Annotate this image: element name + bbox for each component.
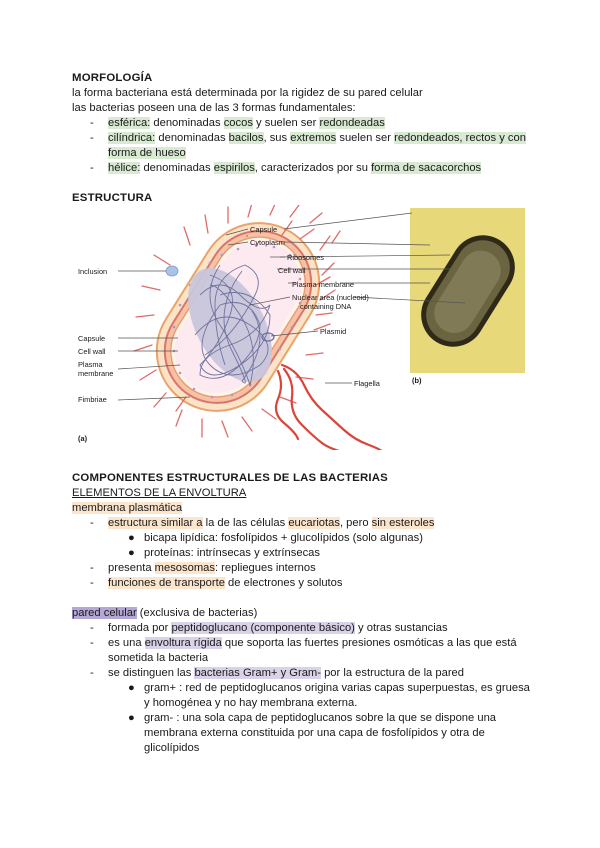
- label-nucleoid-line1: Nuclear area (nucleoid): [292, 293, 369, 302]
- list-item-cilindrica: cilíndrica: denominadas bacilos, sus extremos suelen ser redondeados, rectos y con: [108, 132, 526, 144]
- bullet-dash: -: [90, 132, 94, 144]
- flagella: [276, 365, 389, 450]
- paragraph-line: la forma bacteriana está determinada por la rigidez de su pared celular: [72, 87, 423, 99]
- label-capsule-right: Capsule: [250, 225, 278, 234]
- sublist-item-continuation: membrana externa constituida por una capa de fosfolípidos y otra de: [144, 727, 485, 739]
- inclusion-body: [166, 266, 178, 276]
- label-inclusion: Inclusion: [78, 267, 108, 276]
- figure-label-b: (b): [412, 376, 422, 385]
- sublist-item-continuation: y homogénea y no hay membrana externa.: [144, 697, 358, 709]
- list-item-pared-2: es una envoltura rígida que soporta las fuertes presiones osmóticas a las que está: [108, 637, 517, 649]
- section-title-membrana: membrana plasmática: [72, 502, 183, 514]
- list-item-membrana-1: estructura similar a la de las células eucariotas, pero sin esteroles: [108, 517, 435, 529]
- list-item-membrana-2: presenta mesosomas: repliegues internos: [108, 562, 316, 574]
- sublist-item-gram-positive: gram+ : red de peptidoglucanos origina varias capas superpuestas, es gruesa: [144, 682, 530, 694]
- sublist-item: proteínas: intrínsecas y extrínsecas: [144, 547, 320, 559]
- heading-componentes: COMPONENTES ESTRUCTURALES DE LAS BACTERIAS: [72, 472, 388, 484]
- bullet-dash: -: [90, 667, 94, 679]
- list-item-esferica: esférica: denominadas cocos y suelen ser redondeadas: [108, 117, 385, 129]
- bullet-dash: -: [90, 622, 94, 634]
- bullet-dash: -: [90, 117, 94, 129]
- bullet-dash: -: [90, 162, 94, 174]
- bullet-dot: ●: [128, 712, 135, 724]
- label-flagella: Flagella: [354, 379, 380, 388]
- label-cytoplasm: Cytoplasm: [250, 238, 285, 247]
- bullet-dot: ●: [128, 682, 135, 694]
- figure-label-a: (a): [78, 434, 88, 443]
- bacteria-diagram: [70, 205, 530, 450]
- label-nucleoid-line2: containing DNA: [300, 302, 352, 311]
- label-cell-wall-left: Cell wall: [78, 347, 106, 356]
- list-item-continuation: sometida la bacteria: [108, 652, 209, 664]
- list-item-continuation: forma de hueso: [108, 147, 186, 159]
- label-plasma-membrane-right: Plasma membrane: [292, 280, 355, 289]
- sublist-item-continuation: glicolípidos: [144, 742, 200, 754]
- list-item-membrana-3: funciones de transporte de electrones y solutos: [108, 577, 343, 589]
- list-item-pared-1: formada por peptidoglucano (componente básico) y otras sustancias: [108, 622, 448, 634]
- list-item-helice: hélice: denominadas espirilos, caracterizados por su forma de sacacorchos: [108, 162, 482, 174]
- bullet-dash: -: [90, 577, 94, 589]
- section-title-pared: pared celular (exclusiva de bacterias): [72, 607, 258, 619]
- sublist-item: bicapa lipídica: fosfolípidos + glucolípidos (solo algunas): [144, 532, 423, 544]
- paragraph-line: las bacterias poseen una de las 3 formas fundamentales:: [72, 102, 356, 114]
- label-capsule-left: Capsule: [78, 334, 106, 343]
- label-ribosomes: Ribosomes: [287, 253, 324, 262]
- bullet-dot: ●: [128, 547, 135, 559]
- label-plasma-left-line1: Plasma: [78, 360, 103, 369]
- label-cell-wall-right: Cell wall: [278, 266, 306, 275]
- bullet-dash: -: [90, 637, 94, 649]
- sublist-item-gram-negative: gram- : una sola capa de peptidoglucanos sobre la que se dispone una: [144, 712, 497, 724]
- list-item-pared-3: se distinguen las bacterias Gram+ y Gram- por la estructura de la pared: [108, 667, 465, 679]
- label-plasmid: Plasmid: [320, 327, 347, 336]
- bullet-dash: -: [90, 562, 94, 574]
- heading-morfologia: MORFOLOGÍA: [72, 72, 153, 84]
- heading-estructura: ESTRUCTURA: [72, 192, 153, 204]
- bullet-dash: -: [90, 517, 94, 529]
- label-plasma-left-line2: membrane: [78, 369, 114, 378]
- bullet-dot: ●: [128, 532, 135, 544]
- label-fimbriae: Fimbriae: [78, 395, 107, 404]
- subheading-envoltura: ELEMENTOS DE LA ENVOLTURA: [72, 487, 247, 499]
